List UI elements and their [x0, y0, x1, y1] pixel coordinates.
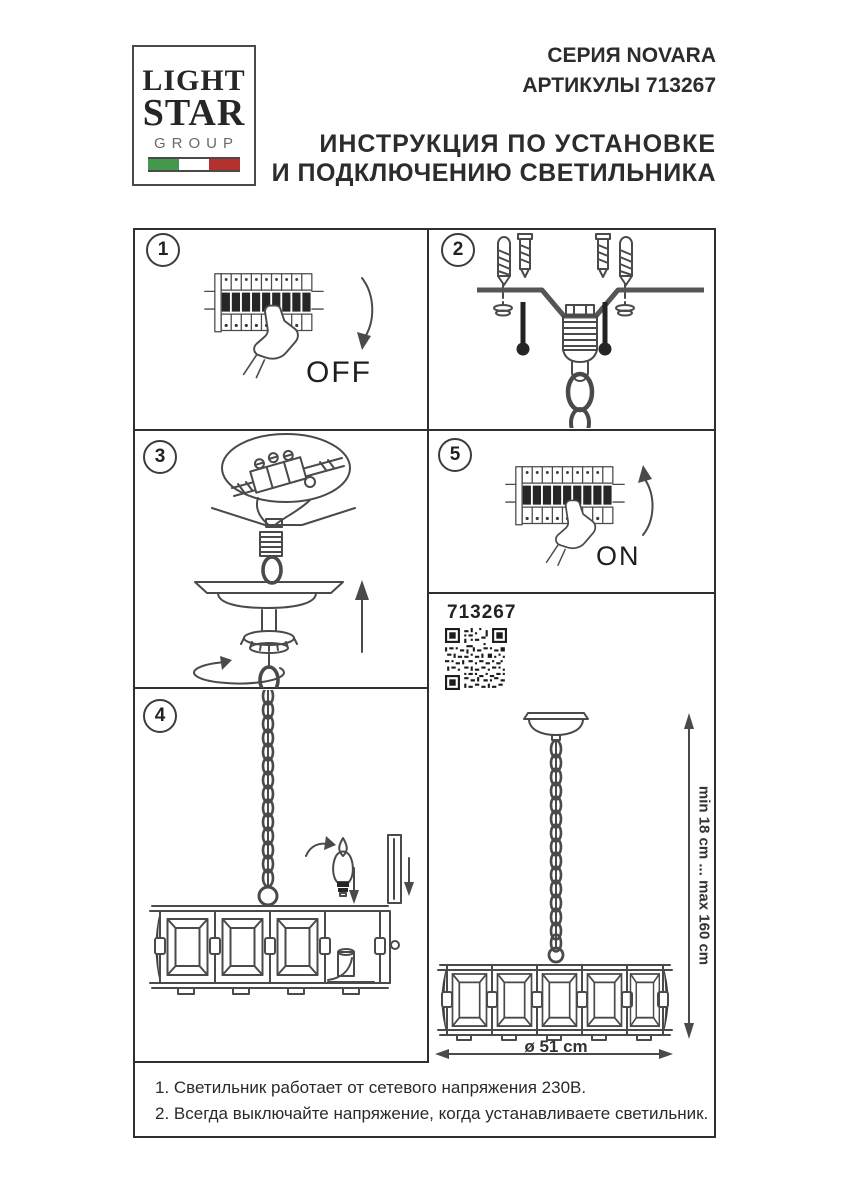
step-3-number: 3 — [154, 446, 166, 467]
note-2: 2. Всегда выключайте напряжение, когда устанавливаете светильник. — [155, 1104, 709, 1123]
rotate-arrow-icon — [220, 656, 232, 670]
step-1-number: 1 — [157, 239, 169, 260]
arrow-up-icon — [355, 580, 369, 600]
qr-article-number: 713267 — [447, 602, 517, 623]
step-2-badge — [441, 233, 475, 267]
grid-right-row2-divider — [427, 592, 716, 594]
step-2-number: 2 — [452, 239, 464, 260]
lightstar-logo — [132, 45, 256, 186]
terminal-block-icon — [247, 446, 306, 493]
series-title: СЕРИЯ NOVARA — [547, 44, 716, 67]
arrow-up-icon — [638, 465, 652, 483]
dimension-drawing — [433, 703, 711, 1065]
qr-code — [445, 628, 507, 690]
diameter-label: ø 51 cm — [524, 1037, 588, 1056]
doc-title-line1: ИНСТРУКЦИЯ ПО УСТАНОВКЕ — [319, 130, 716, 158]
doc-title-line2: И ПОДКЛЮЧЕНИЮ СВЕТИЛЬНИКА — [271, 159, 716, 187]
chandelier-assembly-illustration — [138, 690, 423, 1062]
height-range-label: min 18 cm ... max 160 cm — [695, 785, 713, 966]
on-label: ON — [596, 541, 641, 571]
arrow-down-small-icon — [349, 890, 359, 904]
note-1: 1. Светильник работает от сетевого напряжения 230В. — [155, 1078, 587, 1097]
breaker-off-illustration — [178, 262, 408, 397]
arrow-down-glass-icon — [404, 882, 414, 896]
step-5-badge — [438, 438, 472, 472]
bracket-mounting-illustration — [472, 232, 716, 428]
step-4-number: 4 — [154, 705, 166, 726]
wiring-canopy-illustration — [170, 430, 425, 688]
off-label: OFF — [306, 356, 372, 389]
step-5-number: 5 — [449, 444, 461, 465]
breaker-on-illustration — [485, 455, 685, 580]
logo-group-text: GROUP — [153, 135, 239, 152]
arrow-down-icon — [357, 332, 371, 350]
logo-star-text: STAR — [142, 92, 246, 134]
grid-vertical-divider — [427, 228, 429, 1062]
step-1-badge — [146, 233, 180, 267]
candle-bulb-icon — [333, 838, 353, 896]
article-line: АРТИКУЛЫ 713267 — [522, 74, 716, 97]
safety-notes — [133, 1062, 716, 1138]
arrow-right-icon — [324, 836, 336, 850]
logo-light-text: LIGHT — [142, 64, 246, 97]
italian-flag-bar — [148, 157, 240, 172]
